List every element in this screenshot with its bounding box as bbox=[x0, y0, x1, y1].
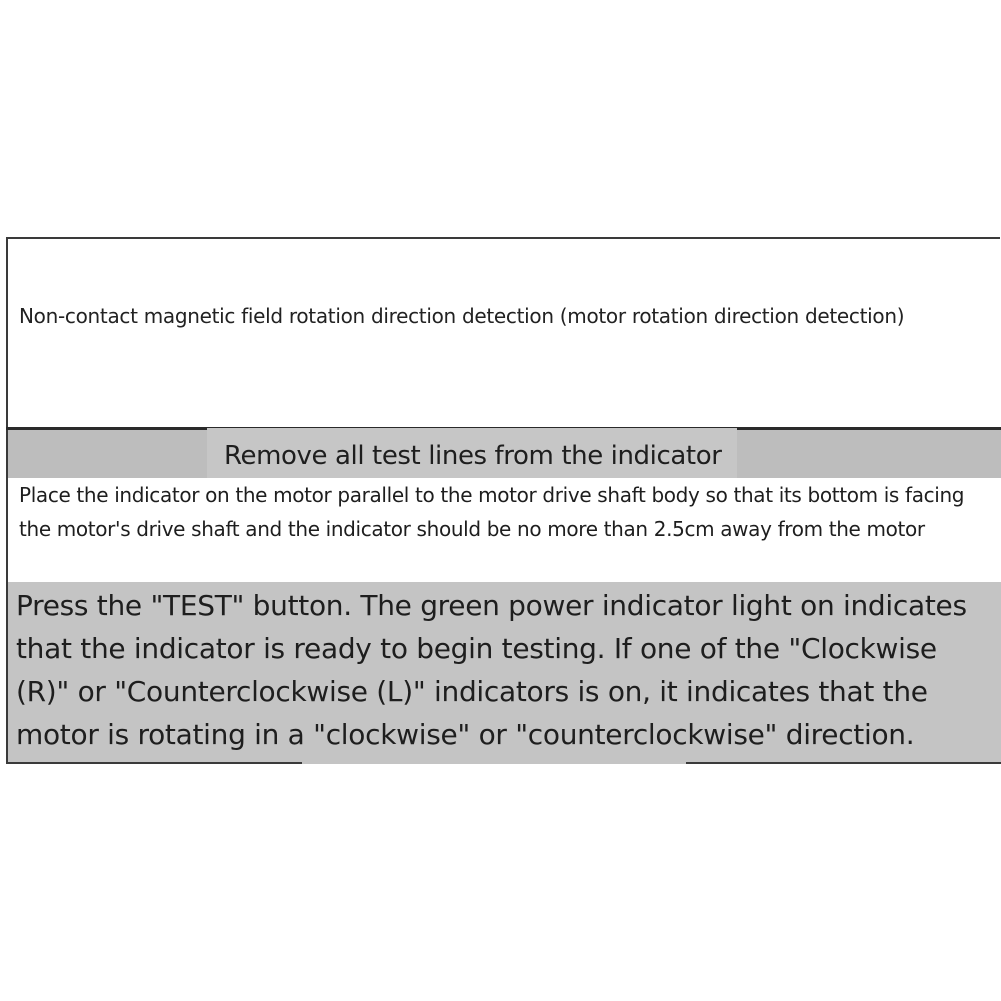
step-1-text: Remove all test lines from the indicator bbox=[224, 441, 722, 471]
title-block bbox=[8, 239, 998, 427]
step-3-text: Press the "TEST" button. The green power indicator light on indicates that the indicator is ready to begin testing. If one of the "Clockwise (R)" or "Counterclockwise (L)" indicators is on, it indicates that the motor is rotating in a "clockwise" or "counterclockwise" direction. bbox=[16, 589, 967, 751]
bottom-border-right bbox=[686, 762, 1001, 764]
document-title: Non-contact magnetic field rotation direction detection (motor rotation direction detection) bbox=[19, 304, 905, 328]
bottom-border-left bbox=[6, 762, 302, 764]
left-border-tick bbox=[6, 545, 8, 571]
left-border-tick bbox=[6, 700, 8, 730]
step-2-text: Place the indicator on the motor parallel to the motor drive shaft body so that its bottom is facing the motor's drive shaft and the indicator should be no more than 2.5cm away from the motor bbox=[19, 483, 965, 541]
